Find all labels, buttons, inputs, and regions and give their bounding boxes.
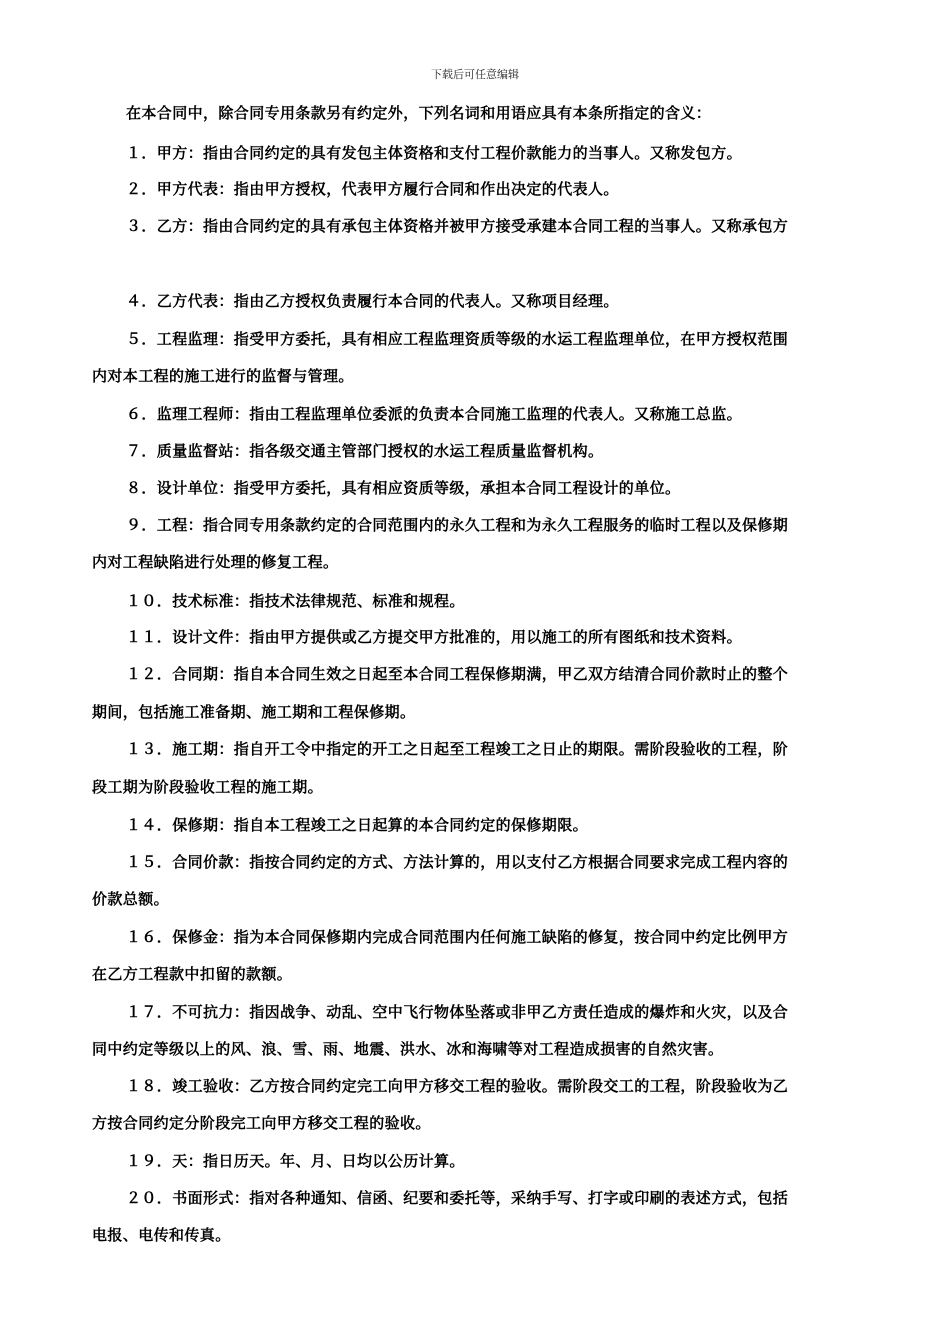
clause-18-continued: 方按合同约定分阶段完工向甲方移交工程的验收。	[92, 1114, 431, 1132]
clause-18: １８．竣工验收：乙方按合同约定完工向甲方移交工程的验收。需阶段交工的工程，阶段验收为乙	[126, 1077, 789, 1095]
clause-13-continued: 段工期为阶段验收工程的施工期。	[92, 778, 324, 796]
clause-6: ６．监理工程师：指由工程监理单位委派的负责本合同施工监理的代表人。又称施工总监。	[126, 405, 743, 423]
clause-8: ８．设计单位：指受甲方委托，具有相应资质等级，承担本合同工程设计的单位。	[126, 479, 681, 497]
clause-9: ９．工程：指合同专用条款约定的合同范围内的永久工程和为永久工程服务的临时工程以及保修期	[126, 516, 789, 534]
clause-9-continued: 内对工程缺陷进行处理的修复工程。	[92, 553, 339, 571]
clause-19: １９．天：指日历天。年、月、日均以公历计算。	[126, 1152, 465, 1170]
clause-12: １２．合同期：指自本合同生效之日起至本合同工程保修期满，甲乙双方结清合同价款时止的整个	[126, 665, 789, 683]
clause-20-continued: 电报、电传和传真。	[92, 1226, 231, 1244]
clause-2: ２．甲方代表：指由甲方授权，代表甲方履行合同和作出决定的代表人。	[126, 180, 619, 198]
clause-10: １０．技术标准：指技术法律规范、标准和规程。	[126, 592, 465, 610]
clause-1: １．甲方：指由合同约定的具有发包主体资格和支付工程价款能力的当事人。又称发包方。	[126, 144, 743, 162]
clause-15: １５．合同价款：指按合同约定的方式、方法计算的，用以支付乙方根据合同要求完成工程内容的	[126, 853, 789, 871]
page-header: 下载后可任意编辑	[431, 68, 519, 81]
clause-11: １１．设计文件：指由甲方提供或乙方提交甲方批准的，用以施工的所有图纸和技术资料。	[126, 628, 743, 646]
clause-16-continued: 在乙方工程款中扣留的款额。	[92, 965, 293, 983]
clause-17-continued: 同中约定等级以上的风、浪、雪、雨、地震、洪水、冰和海啸等对工程造成损害的自然灾害。	[92, 1040, 724, 1058]
clause-3: ３．乙方：指由合同约定的具有承包主体资格并被甲方接受承建本合同工程的当事人。又称承包方	[126, 217, 789, 235]
clause-16: １６．保修金：指为本合同保修期内完成合同范围内任何施工缺陷的修复，按合同中约定比例甲方	[126, 928, 789, 946]
clause-7: ７．质量监督站：指各级交通主管部门授权的水运工程质量监督机构。	[126, 442, 604, 460]
clause-14: １４．保修期：指自本工程竣工之日起算的本合同约定的保修期限。	[126, 816, 589, 834]
clause-20: ２０．书面形式：指对各种通知、信函、纪要和委托等，采纳手写、打字或印刷的表述方式，包括	[126, 1189, 789, 1207]
clause-5-continued: 内对本工程的施工进行的监督与管理。	[92, 367, 354, 385]
clause-5: ５．工程监理：指受甲方委托，具有相应工程监理资质等级的水运工程监理单位，在甲方授权范围	[126, 330, 789, 348]
clause-13: １３．施工期：指自开工令中指定的开工之日起至工程竣工之日止的期限。需阶段验收的工程，阶	[126, 740, 789, 758]
clause-17: １７．不可抗力：指因战争、动乱、空中飞行物体坠落或非甲乙方责任造成的爆炸和火灾，以及合	[126, 1003, 789, 1021]
clause-4: ４．乙方代表：指由乙方授权负责履行本合同的代表人。又称项目经理。	[126, 292, 619, 310]
clause-15-continued: 价款总额。	[92, 890, 170, 908]
intro-paragraph: 在本合同中，除合同专用条款另有约定外，下列名词和用语应具有本条所指定的含义：	[126, 104, 712, 122]
clause-12-continued: 期间，包括施工准备期、施工期和工程保修期。	[92, 703, 416, 721]
